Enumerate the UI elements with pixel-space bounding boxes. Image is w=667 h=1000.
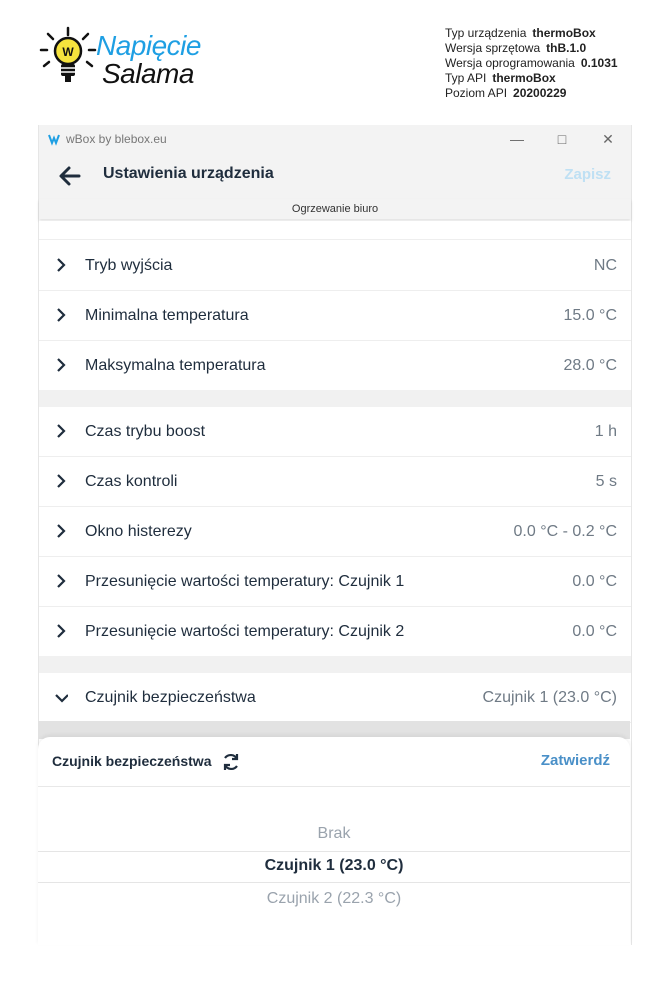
setting-value: Czujnik 1 (23.0 °C) <box>482 689 617 706</box>
chevron-right-icon <box>55 308 67 322</box>
device-info <box>445 26 618 101</box>
settings-row-offset-sensor-1[interactable] <box>39 557 631 607</box>
setting-value: 0.0 °C <box>572 573 617 590</box>
setting-value: 0.0 °C <box>572 623 617 640</box>
app-title: wBox by blebox.eu <box>66 132 167 146</box>
settings-row-offset-sensor-2[interactable] <box>39 607 631 657</box>
confirm-button[interactable]: Zatwierdź <box>540 752 610 769</box>
sheet-divider <box>38 786 630 787</box>
back-arrow-icon[interactable] <box>57 163 83 189</box>
brand-line2: Salama <box>102 58 194 89</box>
settings-row-hysteresis[interactable] <box>39 507 631 557</box>
picker-sheet <box>38 737 630 945</box>
chevron-down-icon <box>54 691 68 705</box>
close-icon[interactable]: ✕ <box>602 131 614 147</box>
wbox-app-icon <box>46 131 61 146</box>
brand-line1: Napięcie <box>96 30 201 61</box>
picker-selection-top-line <box>38 851 630 852</box>
napiecie-salama-logo <box>38 26 213 94</box>
setting-label: Czas trybu boost <box>85 423 206 440</box>
title-bar <box>39 125 631 153</box>
maximize-icon[interactable]: □ <box>557 131 567 147</box>
sheet-title: Czujnik bezpieczeństwa <box>52 753 212 769</box>
lightbulb-icon <box>38 26 98 88</box>
setting-value: NC <box>593 257 617 274</box>
setting-label: Czas kontroli <box>85 473 178 490</box>
settings-row-min-temp[interactable] <box>39 291 631 341</box>
chevron-right-icon <box>55 574 67 588</box>
settings-row-boost-time[interactable] <box>39 407 631 457</box>
settings-row-safety-sensor[interactable] <box>39 673 631 723</box>
device-info-row: Typ API thermoBox <box>445 71 556 85</box>
picker-option-sensor-2[interactable]: Czujnik 2 (22.3 °C) <box>266 890 402 907</box>
setting-label: Maksymalna temperatura <box>85 357 266 374</box>
device-info-row: Typ urządzenia thermoBox <box>445 26 596 40</box>
chevron-right-icon <box>55 258 67 272</box>
picker-option-sensor-1[interactable]: Czujnik 1 (23.0 °C) <box>264 857 404 874</box>
picker-selection-bottom-line <box>38 882 630 883</box>
setting-label: Przesunięcie wartości temperatury: Czujnik 1 <box>85 573 405 590</box>
setting-label: Przesunięcie wartości temperatury: Czujnik 2 <box>85 623 405 640</box>
chevron-right-icon <box>55 474 67 488</box>
setting-value: 28.0 °C <box>563 357 617 374</box>
chevron-right-icon <box>55 424 67 438</box>
settings-row-control-time[interactable] <box>39 457 631 507</box>
setting-label: Czujnik bezpieczeństwa <box>85 689 256 706</box>
setting-value: 1 h <box>594 423 617 440</box>
setting-value: 0.0 °C - 0.2 °C <box>513 523 617 540</box>
save-button[interactable]: Zapisz <box>564 166 611 183</box>
settings-row-max-temp[interactable] <box>39 341 631 391</box>
device-info-row: Wersja sprzętowa thB.1.0 <box>445 41 587 55</box>
device-info-row: Wersja oprogramowania 0.1031 <box>445 56 618 70</box>
minimize-icon[interactable]: — <box>510 131 524 147</box>
device-info-row: Poziom API 20200229 <box>445 86 567 100</box>
settings-row-tryb-wyjscia[interactable] <box>39 241 631 291</box>
section-gap <box>39 390 631 407</box>
chevron-right-icon <box>55 524 67 538</box>
setting-label: Okno histerezy <box>85 523 192 540</box>
page-title: Ustawienia urządzenia <box>103 165 274 182</box>
settings-row-partial <box>39 221 631 240</box>
section-gap <box>39 656 631 673</box>
picker-option-brak[interactable]: Brak <box>317 825 351 842</box>
app-header <box>39 153 631 199</box>
chevron-right-icon <box>55 624 67 638</box>
setting-value: 5 s <box>595 473 617 490</box>
refresh-icon[interactable] <box>220 751 242 773</box>
setting-value: 15.0 °C <box>563 307 617 324</box>
chevron-right-icon <box>55 358 67 372</box>
setting-label: Tryb wyjścia <box>85 257 173 274</box>
setting-label: Minimalna temperatura <box>85 307 249 324</box>
svg-text:W: W <box>62 45 74 59</box>
device-name: Ogrzewanie biuro <box>39 199 631 219</box>
